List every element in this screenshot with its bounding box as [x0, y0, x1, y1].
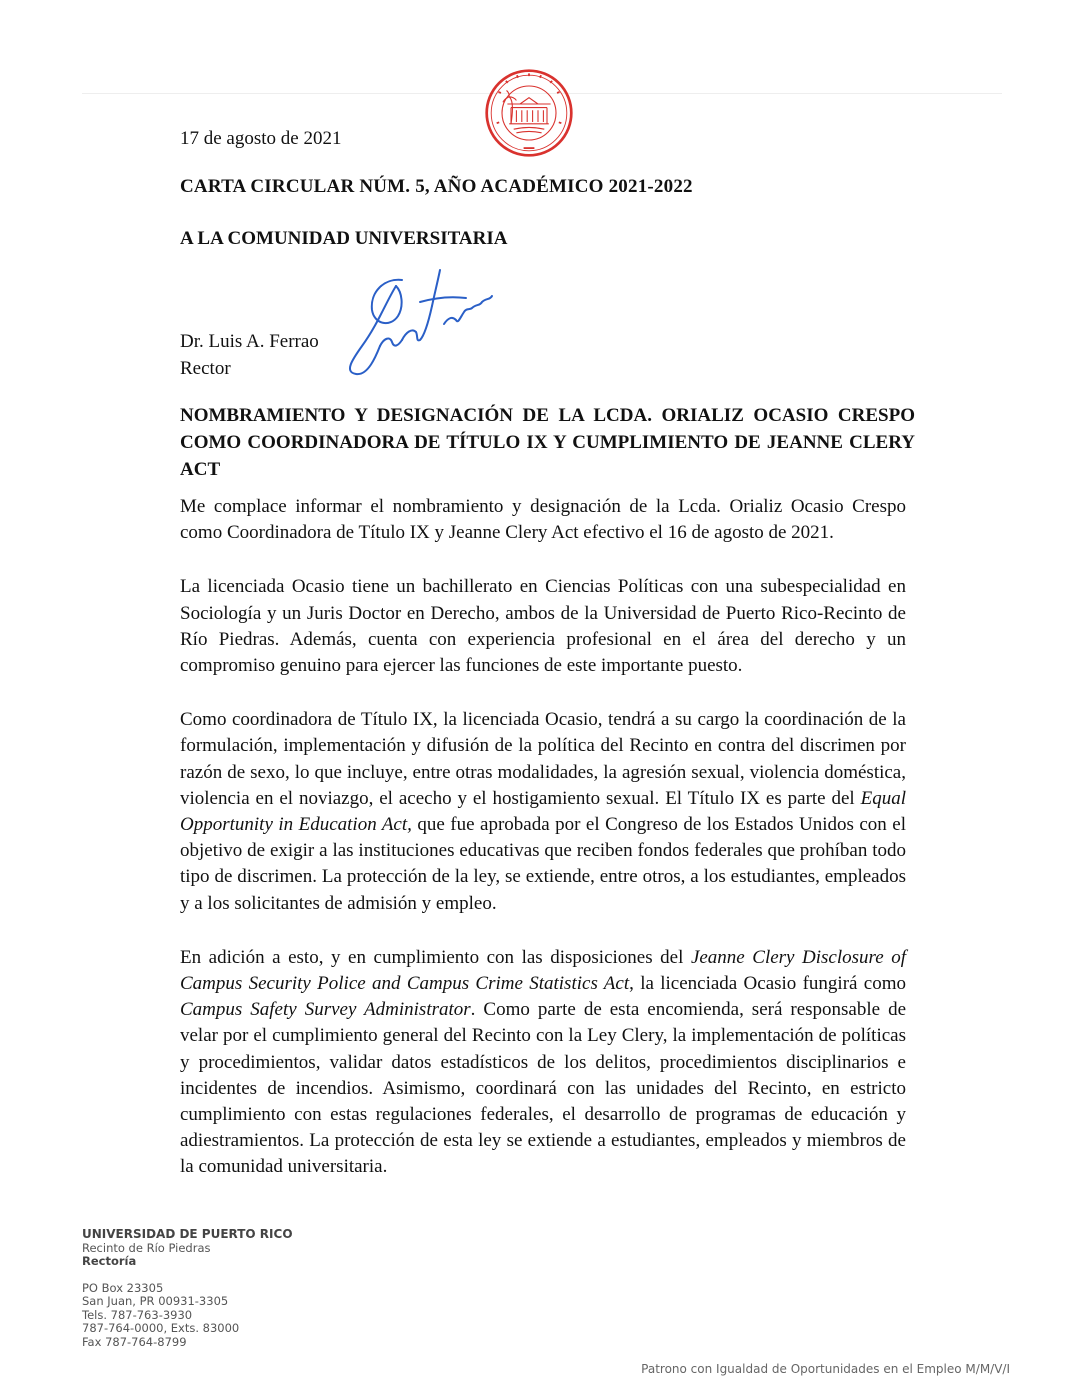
body-text-run: , la licenciada Ocasio fungirá como	[629, 973, 906, 995]
footer-address-line: PO Box 23305	[82, 1280, 164, 1295]
footer-office: Rectoría	[82, 1254, 137, 1268]
act-name: Equal Opportunity in Education Act,	[180, 787, 906, 836]
body-text-run: que fue aprobada por el Congreso de los Estados Unidos con el objetivo de exigir a las instituciones educativas que reciben fondos federales que prohíban todo tipo de discrimen. La protección de la ley, se extiende, entre otros, a los estudiantes, empleados y a los solicitantes de admisión y empleo.	[180, 814, 906, 914]
signer-name: Dr. Luis A. Ferrao	[180, 331, 319, 352]
role-name: Campus Safety Survey Administrator	[180, 999, 471, 1021]
body-text-run: En adición a esto, y en cumplimiento con las disposiciones del	[180, 946, 691, 968]
footer-address-line: San Juan, PR 00931-3305	[82, 1294, 229, 1308]
body-paragraph: La licenciada Ocasio tiene un bachillerato en Ciencias Políticas con una subespecialidad en Sociología y un Juris Doctor en Derecho, ambos de la Universidad de Puerto Rico-Recinto de Río Piedras. Además, cuenta con experiencia profesional en el área del derecho y un compromiso genuino para ejercer las funciones de este importante puesto.	[180, 576, 906, 677]
university-seal-icon	[484, 68, 574, 158]
body-text-run: Como coordinadora de Título IX, la licenciada Ocasio, tendrá a su cargo la coordinación de la formulación, implementación y difusión de la política del Recinto en contra del discrimen por razón de sexo, lo que incluye, entre otras modalidades, la agresión sexual, violencia doméstica, violencia en el noviazgo, el acecho y el hostigamiento sexual. El Título IX es parte del	[180, 709, 906, 809]
footer-contact	[82, 1228, 293, 1349]
footer-phone: 787-764-0000, Exts. 83000	[82, 1321, 240, 1335]
footer-phone: Tels. 787-763-3930	[82, 1307, 193, 1322]
circular-number: CARTA CIRCULAR NÚM. 5, AÑO ACADÉMICO 2021-2022	[180, 176, 693, 197]
body-paragraph	[180, 707, 906, 917]
signer-block	[180, 328, 319, 382]
footer-org: UNIVERSIDAD DE PUERTO RICO	[82, 1227, 293, 1241]
footer-equal-opportunity: Patrono con Igualdad de Oportunidades en el Empleo M/M/V/I	[641, 1362, 1010, 1376]
signer-title: Rector	[180, 358, 231, 379]
letter-date: 17 de agosto de 2021	[180, 128, 342, 149]
letter-body	[180, 494, 906, 1209]
letter-subject: NOMBRAMIENTO Y DESIGNACIÓN DE LA LCDA. ORIALIZ OCASIO CRESPO COMO COORDINADORA DE TÍTULO IX Y CUMPLIMIENTO DE JEANNE CLERY ACT	[180, 405, 915, 480]
body-paragraph: Me complace informar el nombramiento y designación de la Lcda. Orializ Ocasio Crespo como Coordinadora de Título IX y Jeanne Clery Act efectivo el 16 de agosto de 2021.	[180, 496, 906, 544]
letter-audience: A LA COMUNIDAD UNIVERSITARIA	[180, 228, 508, 249]
footer-campus: Recinto de Río Piedras	[82, 1240, 211, 1255]
act-name: Jeanne Clery Disclosure of Campus Security Police and Campus Crime Statistics Act	[180, 946, 906, 995]
body-paragraph	[180, 945, 906, 1181]
signature-icon	[332, 262, 500, 380]
footer-fax: Fax 787-764-8799	[82, 1334, 187, 1349]
body-text-run: . Como parte de esta encomienda, será responsable de velar por el cumplimiento general del Recinto con la Ley Clery, la implementación de políticas y procedimientos, validar datos estadísticos de los delitos, procedimientos disciplinarios e incidentes de incendios. Asimismo, coordinará con las unidades del Recinto, en estricto cumplimiento con estas regulaciones federales, el desarrollo de programas de educación y adiestramientos. La protección de esta ley se extiende a estudiantes, empleados y miembros de la comunidad universitaria.	[180, 999, 907, 1178]
